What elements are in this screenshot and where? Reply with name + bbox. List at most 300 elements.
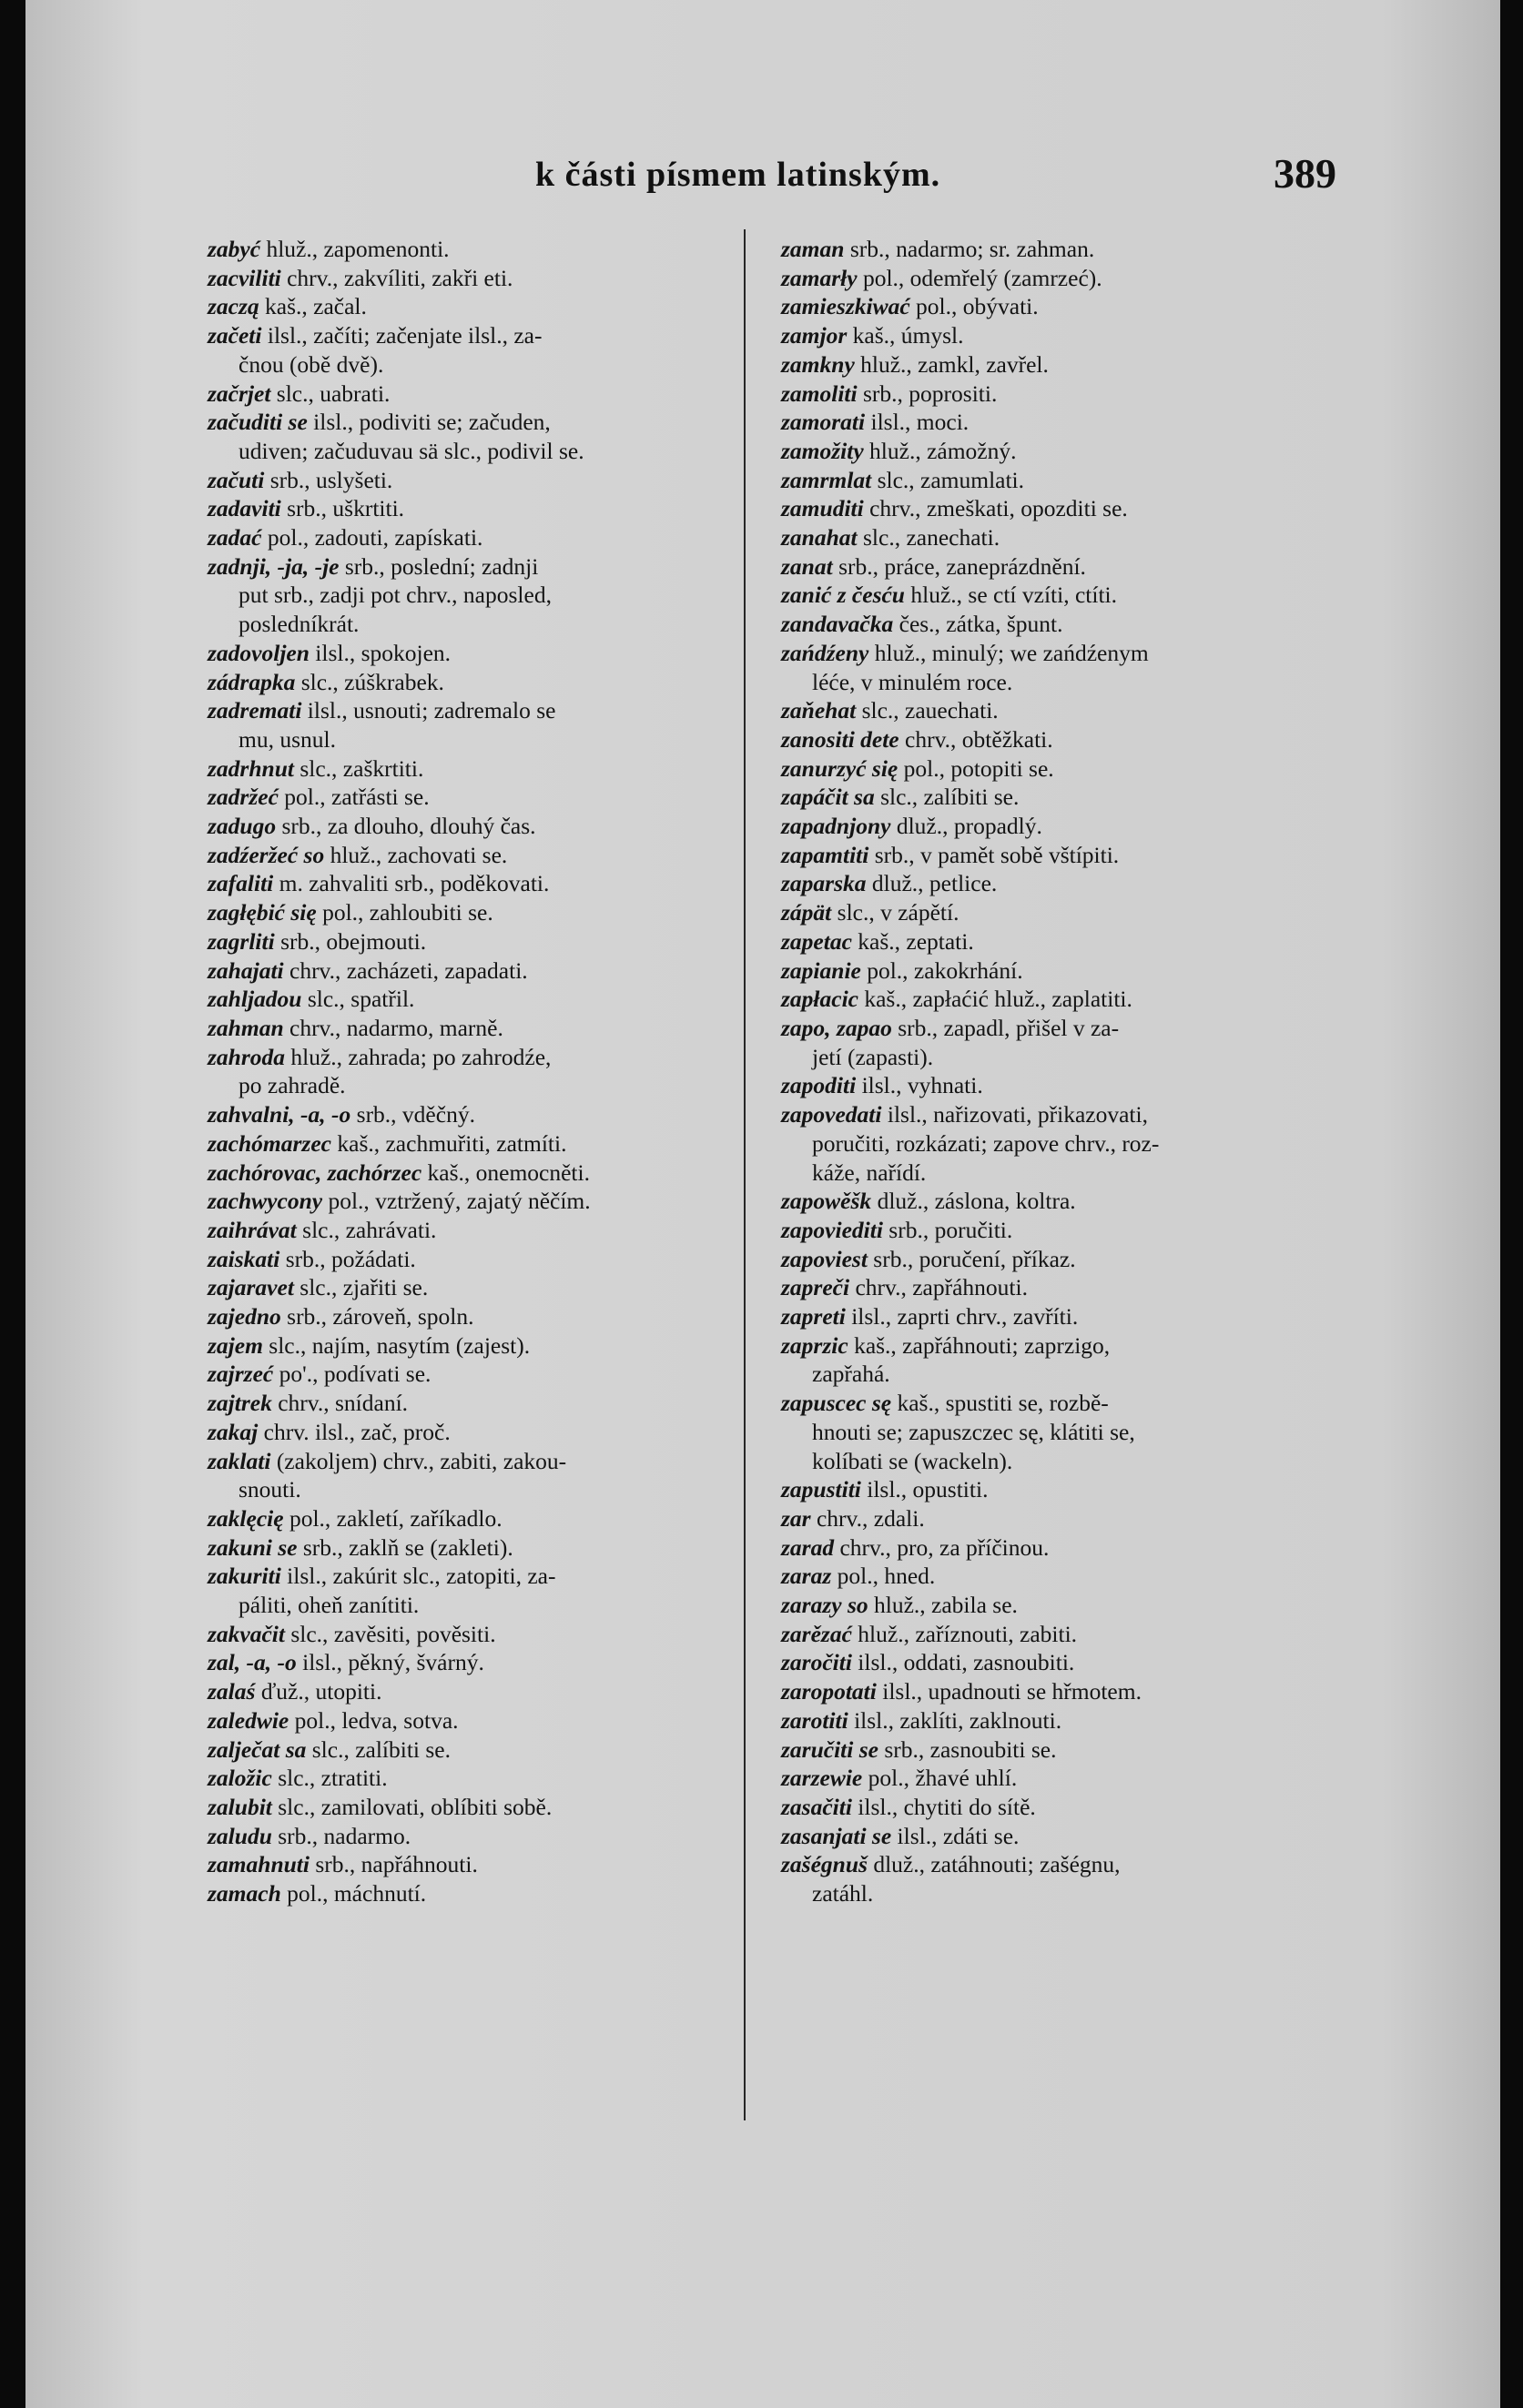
dictionary-entry <box>208 812 717 841</box>
dictionary-entry <box>208 1418 717 1447</box>
entry-definition: srb., poslední; zadnji <box>339 552 539 580</box>
headword: zapamtiti <box>781 841 869 868</box>
headword: zaihrávat <box>208 1216 297 1243</box>
dictionary-entry <box>208 1331 717 1361</box>
dictionary-entry <box>208 1764 717 1793</box>
entry-definition: dluž., záslona, koltra. <box>871 1188 1076 1215</box>
entry-continuation <box>781 1447 1291 1476</box>
headword: zarad <box>781 1533 835 1561</box>
dictionary-entry <box>208 1648 717 1677</box>
dictionary-entry <box>781 1273 1291 1302</box>
dictionary-entry <box>208 1677 717 1706</box>
entry-definition: kaš., spustiti se, rozbě- <box>891 1390 1109 1417</box>
headword: zaklati <box>208 1447 271 1474</box>
dictionary-entry <box>781 1504 1291 1533</box>
entry-continuation <box>781 1158 1291 1188</box>
entry-definition: put srb., zadji pot chrv., naposled, <box>239 582 552 609</box>
headword: zaman <box>781 236 845 262</box>
entry-continuation <box>781 1418 1291 1447</box>
entry-definition: ilsl., pěkný, švárný. <box>296 1649 484 1676</box>
entry-definition: kaš., zapłaćić hluž., zaplatiti. <box>858 986 1132 1013</box>
entry-definition: srb., obejmouti. <box>274 927 427 955</box>
entry-definition: hnouti se; zapuszczec sę, klátiti se, <box>812 1418 1135 1445</box>
headword: začeti <box>208 322 262 349</box>
headword: zakvačit <box>208 1620 285 1647</box>
entry-definition: kaš., zachmuřiti, zatmíti. <box>331 1129 567 1157</box>
headword: zadremati <box>208 697 302 724</box>
headword: zaročiti <box>781 1649 852 1676</box>
dictionary-entry <box>781 1793 1291 1822</box>
dictionary-entry <box>781 812 1291 841</box>
headword: zasanjati se <box>781 1822 892 1849</box>
entry-definition: pol., žhavé uhlí. <box>862 1765 1018 1792</box>
headword: zaprzic <box>781 1331 848 1359</box>
entry-definition: hluž., zámožný. <box>863 437 1017 464</box>
dictionary-entry <box>781 1648 1291 1677</box>
entry-definition: slc., uabrati. <box>270 379 391 407</box>
entry-definition: srb., zasnoubiti se. <box>878 1735 1057 1763</box>
entry-definition: kaš., zapřáhnouti; zaprzigo, <box>848 1331 1111 1359</box>
headword: zagrliti <box>208 927 275 955</box>
headword: zaludu <box>208 1822 272 1849</box>
entry-definition: jetí (zapasti). <box>812 1043 934 1070</box>
headword: zamrmlat <box>781 466 872 493</box>
entry-definition: pol., zatřásti se. <box>278 784 430 811</box>
dictionary-entry <box>208 1129 717 1158</box>
entry-definition: posledníkrát. <box>239 611 360 638</box>
headword: zamožity <box>781 437 864 464</box>
page-header <box>25 150 1500 200</box>
dictionary-entry <box>781 466 1291 495</box>
entry-definition: kolíbati se (wackeln). <box>812 1447 1013 1474</box>
headword: zahman <box>208 1014 284 1041</box>
dictionary-entry <box>208 841 717 870</box>
dictionary-entry <box>208 985 717 1014</box>
headword: zadźeržeć so <box>208 841 325 868</box>
entry-continuation <box>208 1475 717 1504</box>
dictionary-entry <box>781 581 1291 610</box>
dictionary-entry <box>208 1822 717 1851</box>
dictionary-entry <box>208 379 717 409</box>
entry-definition: hluž., zabila se. <box>868 1592 1018 1619</box>
entry-definition: pol., obývati. <box>909 293 1039 320</box>
entry-definition: ilsl., vyhnati. <box>856 1072 983 1099</box>
entry-definition: kaš., zeptati. <box>851 927 974 955</box>
dictionary-entry <box>208 1706 717 1735</box>
entry-definition: po zahradě. <box>239 1072 346 1099</box>
dictionary-entry <box>781 350 1291 379</box>
dictionary-entry <box>208 466 717 495</box>
headword: zaparska <box>781 870 867 897</box>
dictionary-entry <box>208 956 717 986</box>
dictionary-entry <box>781 1187 1291 1216</box>
entry-continuation <box>781 1360 1291 1389</box>
entry-definition: pol., hned. <box>831 1563 936 1590</box>
left-column <box>208 235 717 1908</box>
headword: zaraz <box>781 1563 832 1590</box>
entry-definition: pol., potopiti se. <box>898 754 1054 782</box>
entry-definition: zatáhl. <box>812 1880 874 1907</box>
headword: zapo, zapao <box>781 1014 892 1041</box>
dictionary-entry <box>781 379 1291 409</box>
dictionary-entry <box>781 783 1291 812</box>
entry-definition: slc., ztratiti. <box>271 1765 388 1792</box>
entry-definition: chrv., zapřáhnouti. <box>849 1274 1028 1301</box>
headword: zakuriti <box>208 1563 281 1590</box>
entry-continuation <box>208 350 717 379</box>
headword: zaklęcię <box>208 1504 284 1532</box>
headword: zaledwie <box>208 1706 289 1734</box>
entry-definition: pol., zakokrhání. <box>860 956 1023 984</box>
dictionary-entry <box>781 1850 1291 1879</box>
entry-definition: srb., nadarmo; sr. zahman. <box>844 236 1095 262</box>
headword: zakuni se <box>208 1533 298 1561</box>
headword: zacviliti <box>208 264 281 291</box>
entry-definition: slc., zanechati. <box>857 524 1000 551</box>
dictionary-entry <box>781 754 1291 784</box>
entry-definition: slc., najím, nasytím (zajest). <box>262 1331 531 1359</box>
entry-definition: kaš., začal. <box>259 293 367 320</box>
dictionary-entry <box>208 1620 717 1649</box>
headword: zar <box>781 1504 811 1532</box>
entry-definition: srb., napřáhnouti. <box>309 1851 478 1878</box>
page-number: 389 <box>1274 150 1336 197</box>
headword: zamach <box>208 1880 281 1907</box>
entry-definition: srb., nadarmo. <box>271 1822 411 1849</box>
dictionary-entry <box>208 668 717 697</box>
entry-definition: slc., zjařiti se. <box>293 1274 429 1301</box>
entry-definition: ilsl., usnouti; zadremalo se <box>301 697 556 724</box>
headword: zachómarzec <box>208 1129 331 1157</box>
entry-definition: srb., uškrtiti. <box>280 495 405 522</box>
dictionary-entry <box>208 1735 717 1765</box>
entry-continuation <box>781 1129 1291 1158</box>
headword: zápät <box>781 899 832 926</box>
dictionary-entry <box>208 1389 717 1418</box>
entry-definition: zapřahá. <box>812 1361 890 1388</box>
headword: zapáčit sa <box>781 784 875 811</box>
entry-definition: pol., vztržený, zajatý něčím. <box>322 1188 591 1215</box>
dictionary-entry <box>208 1245 717 1274</box>
dictionary-entry <box>781 1216 1291 1245</box>
entry-definition: srb., zaklň se (zakleti). <box>297 1533 513 1561</box>
entry-continuation <box>781 668 1291 697</box>
headword: zadnji, -ja, -je <box>208 552 340 580</box>
entry-definition: slc., zaškrtiti. <box>293 754 424 782</box>
headword: zandavačka <box>781 611 894 638</box>
entry-definition: po'., podívati se. <box>273 1361 432 1388</box>
entry-definition: srb., vděčný. <box>350 1101 475 1128</box>
entry-definition: ilsl., chytiti do sítě. <box>851 1793 1036 1820</box>
entry-definition: slc., zamilovati, oblíbiti sobě. <box>271 1793 553 1820</box>
dictionary-entry <box>208 523 717 552</box>
entry-definition: (zakoljem) chrv., zabiti, zakou- <box>270 1447 567 1474</box>
headword: zajedno <box>208 1303 281 1330</box>
dictionary-entry <box>781 1245 1291 1274</box>
headword: zańdźeny <box>781 639 869 666</box>
entry-definition: hluž., zachovati se. <box>324 841 508 868</box>
entry-definition: léće, v minulém roce. <box>812 668 1013 695</box>
entry-definition: ilsl., nařizovati, přikazovati, <box>881 1101 1148 1128</box>
headword: zamorati <box>781 409 866 436</box>
dictionary-entry <box>781 292 1291 321</box>
entry-definition: srb., poručiti. <box>882 1216 1013 1243</box>
entry-continuation <box>208 437 717 466</box>
headword: zalubit <box>208 1793 272 1820</box>
headword: zajtrek <box>208 1390 272 1417</box>
dictionary-entry <box>208 754 717 784</box>
dictionary-entry <box>781 1764 1291 1793</box>
headword: zaňehat <box>781 697 857 724</box>
headword: zapustiti <box>781 1476 861 1503</box>
entry-definition: kaš., úmysl. <box>847 322 964 349</box>
dictionary-entry <box>208 1504 717 1533</box>
entry-definition: srb., práce, zaneprázdnění. <box>832 552 1086 580</box>
entry-definition: hluž., se ctí vzíti, ctíti. <box>905 582 1117 609</box>
headword: zapreči <box>781 1274 850 1301</box>
entry-definition: chrv., pro, za příčinou. <box>834 1533 1050 1561</box>
dictionary-entry <box>781 264 1291 293</box>
headword: zadrhnut <box>208 754 294 782</box>
dictionary-entry <box>781 437 1291 466</box>
entry-definition: ilsl., moci. <box>865 409 970 436</box>
entry-definition: ilsl., zaprti chrv., zavříti. <box>845 1303 1079 1330</box>
headword: zapadnjony <box>781 813 891 840</box>
entry-definition: slc., zauechati. <box>856 697 999 724</box>
headword: zadać <box>208 524 262 551</box>
book-page <box>25 0 1500 2408</box>
dictionary-entry <box>781 1620 1291 1649</box>
dictionary-entry <box>208 1100 717 1129</box>
entry-continuation <box>208 1591 717 1620</box>
right-column <box>781 235 1291 1908</box>
dictionary-entry <box>781 898 1291 927</box>
entry-definition: dluž., zatáhnouti; zašégnu, <box>867 1851 1121 1878</box>
entry-definition: ilsl., zakúrit slc., zatopiti, za- <box>280 1563 556 1590</box>
headword: zanić z česću <box>781 582 905 609</box>
entry-continuation <box>781 1043 1291 1072</box>
entry-definition: chrv., zakvíliti, zakři eti. <box>280 264 513 291</box>
headword: zahvalni, -a, -o <box>208 1101 351 1128</box>
dictionary-entry <box>208 639 717 668</box>
entry-definition: poručiti, rozkázati; zapove chrv., roz- <box>812 1129 1160 1157</box>
entry-definition: slc., spatřil. <box>301 986 415 1013</box>
entry-definition: ilsl., oddati, zasnoubiti. <box>851 1649 1075 1676</box>
headword: zamarły <box>781 264 858 291</box>
dictionary-entry <box>781 1389 1291 1418</box>
dictionary-entry <box>208 292 717 321</box>
headword: zaručiti se <box>781 1735 878 1763</box>
entry-definition: ilsl., podiviti se; začuden, <box>307 409 551 436</box>
dictionary-entry <box>781 869 1291 898</box>
headword: zapetac <box>781 927 852 955</box>
dictionary-entry <box>781 956 1291 986</box>
headword: zajem <box>208 1331 263 1359</box>
entry-definition: slc., zalíbiti se. <box>306 1735 452 1763</box>
dictionary-entry <box>781 1822 1291 1851</box>
dictionary-entry <box>208 1158 717 1188</box>
dictionary-entry <box>208 1360 717 1389</box>
dictionary-entry <box>208 1273 717 1302</box>
headword: zarazy so <box>781 1592 868 1619</box>
dictionary-entry <box>781 841 1291 870</box>
entry-definition: srb., poprositi. <box>857 379 998 407</box>
headword: zamahnuti <box>208 1851 310 1878</box>
headword: zapoditi <box>781 1072 857 1099</box>
entry-definition: hluž., zamkl, zavřel. <box>854 350 1049 378</box>
dictionary-entry <box>208 869 717 898</box>
headword: zanurzyć się <box>781 754 899 782</box>
dictionary-entry <box>208 1014 717 1043</box>
entry-definition: pol., zadouti, zapískati. <box>261 524 483 551</box>
headword: zachórovac, zachórzec <box>208 1158 422 1186</box>
headword: zanositi dete <box>781 725 899 753</box>
dictionary-entry <box>781 1071 1291 1100</box>
dictionary-entry <box>208 1533 717 1563</box>
headword: zabyć <box>208 236 261 262</box>
entry-definition: srb., zároveň, spoln. <box>280 1303 474 1330</box>
entry-definition: ilsl., opustiti. <box>860 1476 989 1503</box>
dictionary-entry <box>781 235 1291 264</box>
dictionary-entry <box>781 696 1291 725</box>
dictionary-entry <box>781 725 1291 754</box>
dictionary-entry <box>208 1879 717 1908</box>
dictionary-entry <box>208 408 717 437</box>
entry-definition: hluž., zahrada; po zahrodźe, <box>285 1043 552 1070</box>
headword: zanat <box>781 552 833 580</box>
dictionary-entry <box>781 1533 1291 1563</box>
headword: začrjet <box>208 379 271 407</box>
dictionary-entry <box>781 1475 1291 1504</box>
entry-definition: srb., v pamět sobě vštípiti. <box>868 841 1120 868</box>
entry-continuation <box>208 725 717 754</box>
headword: zajrzeć <box>208 1361 274 1388</box>
headword: zahroda <box>208 1043 286 1070</box>
headword: zasačiti <box>781 1793 852 1820</box>
dictionary-entry <box>781 408 1291 437</box>
entry-definition: pol., odemřelý (zamrzeć). <box>857 264 1102 291</box>
dictionary-entry <box>781 1706 1291 1735</box>
dictionary-entry <box>208 1216 717 1245</box>
entry-definition: ilsl., začíti; začenjate ilsl., za- <box>261 322 543 349</box>
headword: zarotiti <box>781 1706 848 1734</box>
headword: zamuditi <box>781 495 864 522</box>
entry-definition: chrv., zacházeti, zapadati. <box>283 956 528 984</box>
headword: zapowěšk <box>781 1188 872 1215</box>
entry-definition: chrv., snídaní. <box>271 1390 409 1417</box>
entry-definition: slc., zahrávati. <box>296 1216 437 1243</box>
dictionary-entry <box>208 783 717 812</box>
headword: zapłacic <box>781 986 858 1013</box>
headword: zalaś <box>208 1678 256 1705</box>
headword: zaczą <box>208 293 259 320</box>
headword: zamkny <box>781 350 855 378</box>
entry-definition: hluž., zaříznouti, zabiti. <box>851 1620 1078 1647</box>
headword: zaropotati <box>781 1678 877 1705</box>
entry-definition: ilsl., upadnouti se hřmotem. <box>876 1678 1142 1705</box>
headword: začuti <box>208 466 265 493</box>
entry-definition: páliti, oheň zanítiti. <box>239 1592 420 1619</box>
headword: zajaravet <box>208 1274 294 1301</box>
headword: zagłębić się <box>208 899 317 926</box>
entry-definition: slc., zalíbiti se. <box>874 784 1020 811</box>
dictionary-entry <box>781 552 1291 582</box>
entry-definition: čes., zátka, špunt. <box>893 611 1063 638</box>
headword: zal, -a, -o <box>208 1649 297 1676</box>
headword: zahajati <box>208 956 284 984</box>
entry-definition: ilsl., spokojen. <box>309 639 452 666</box>
entry-definition: snouti. <box>239 1476 301 1503</box>
headword: zamieszkiwać <box>781 293 910 320</box>
entry-definition: slc., zavěsiti, pověsiti. <box>284 1620 496 1647</box>
dictionary-entry <box>208 552 717 582</box>
column-divider <box>744 229 746 2120</box>
entry-definition: ilsl., zdáti se. <box>891 1822 1020 1849</box>
entry-continuation <box>208 610 717 639</box>
entry-definition: pol., ledva, sotva. <box>289 1706 459 1734</box>
entry-definition: srb., uslyšeti. <box>264 466 393 493</box>
dictionary-entry <box>781 927 1291 956</box>
entry-definition: chrv. ilsl., zač, proč. <box>258 1418 451 1445</box>
headword: zaiskati <box>208 1245 280 1272</box>
entry-continuation <box>781 1879 1291 1908</box>
entry-definition: chrv., obtěžkati. <box>899 725 1053 753</box>
entry-definition: srb., poručení, příkaz. <box>867 1245 1076 1272</box>
headword: zanahat <box>781 524 858 551</box>
entry-definition: srb., zapadl, přišel v za- <box>891 1014 1120 1041</box>
dictionary-entry <box>208 1187 717 1216</box>
entry-continuation <box>208 1071 717 1100</box>
dictionary-entry <box>208 235 717 264</box>
entry-definition: srb., za dlouho, dlouhý čas. <box>276 813 536 840</box>
headword: zapoviediti <box>781 1216 883 1243</box>
dictionary-entry <box>781 610 1291 639</box>
headword: zapianie <box>781 956 861 984</box>
entry-definition: čnou (obě dvě). <box>239 350 384 378</box>
dictionary-entry <box>208 696 717 725</box>
dictionary-entry <box>781 1735 1291 1765</box>
dictionary-entry <box>208 1850 717 1879</box>
entry-definition: dluž., propadlý. <box>890 813 1042 840</box>
dictionary-entry <box>781 1677 1291 1706</box>
headword: zachwycony <box>208 1188 323 1215</box>
entry-definition: pol., máchnutí. <box>280 1880 427 1907</box>
entry-definition: chrv., nadarmo, marně. <box>283 1014 503 1041</box>
dictionary-entry <box>781 321 1291 350</box>
entry-continuation <box>208 581 717 610</box>
headword: založic <box>208 1765 272 1792</box>
entry-definition: dluž., petlice. <box>866 870 998 897</box>
headword: zapreti <box>781 1303 846 1330</box>
dictionary-entry <box>208 898 717 927</box>
headword: zádrapka <box>208 668 296 695</box>
dictionary-entry <box>781 1562 1291 1591</box>
dictionary-entry <box>781 985 1291 1014</box>
entry-definition: slc., zamumlati. <box>871 466 1025 493</box>
dictionary-entry <box>781 523 1291 552</box>
dictionary-entry <box>781 639 1291 668</box>
headword: zadovoljen <box>208 639 310 666</box>
headword: zamoliti <box>781 379 858 407</box>
headword: zahljadou <box>208 986 302 1013</box>
headword: zarězać <box>781 1620 852 1647</box>
entry-definition: káže, nařídí. <box>812 1158 927 1186</box>
headword: zapoviest <box>781 1245 868 1272</box>
headword: zamjor <box>781 322 848 349</box>
entry-definition: chrv., zdali. <box>810 1504 925 1532</box>
headword: zalječat sa <box>208 1735 307 1763</box>
dictionary-entry <box>781 1014 1291 1043</box>
